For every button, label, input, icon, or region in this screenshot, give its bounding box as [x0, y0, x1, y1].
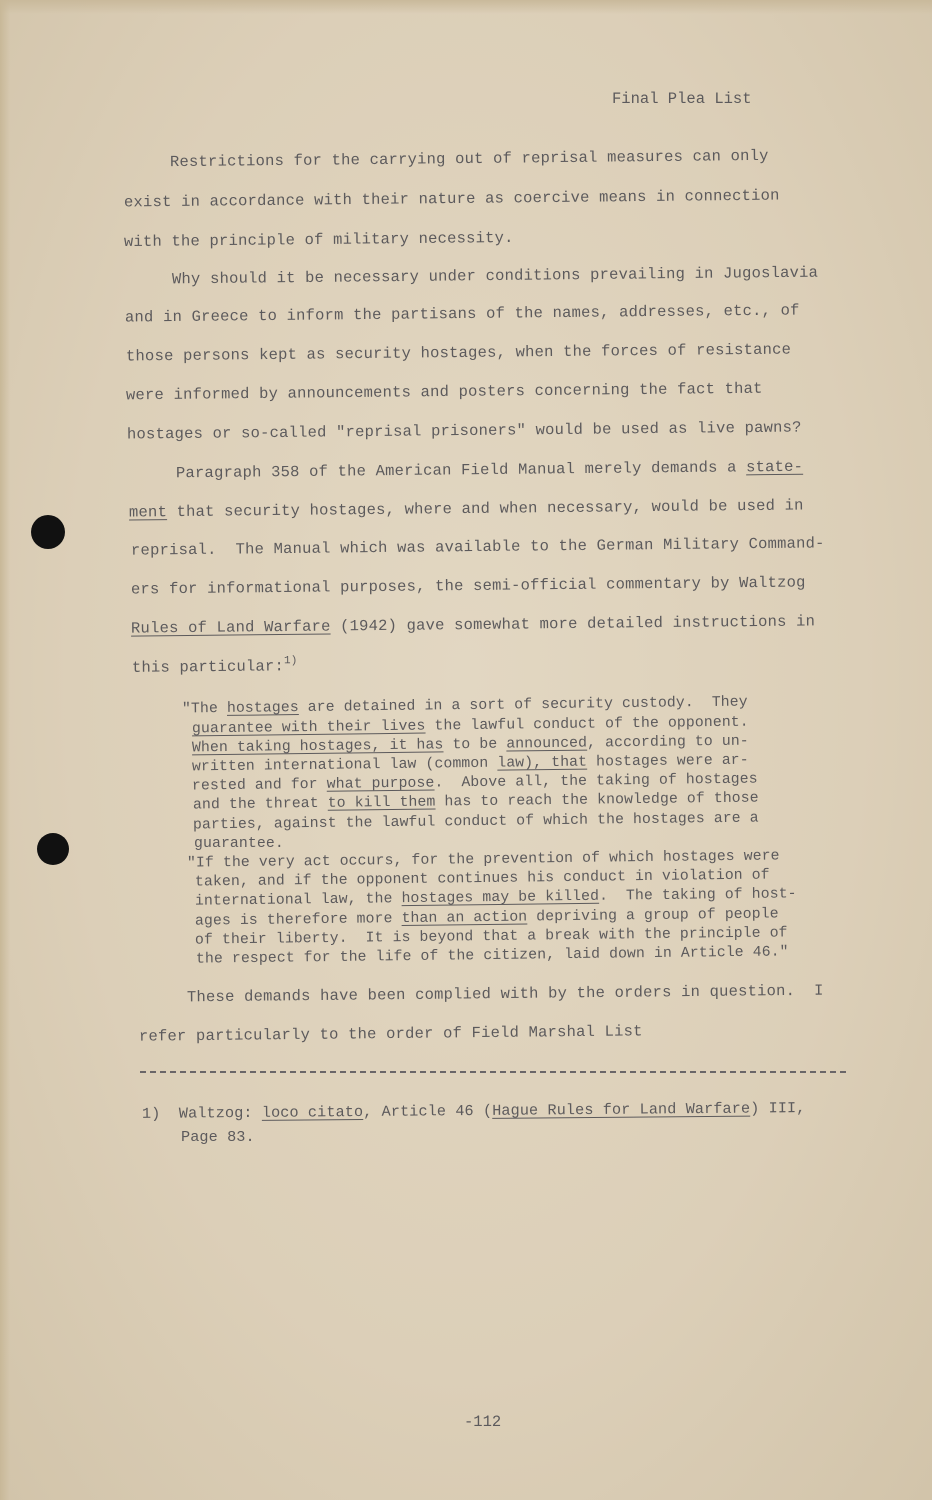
quote-line: guarantee.: [194, 836, 284, 852]
quote-line: [182, 695, 748, 718]
underlined-text: than an action: [401, 909, 528, 928]
text-run: depriving a group of people: [527, 906, 779, 926]
footnote-separator: [140, 1071, 846, 1073]
text-run: ages is therefore more: [194, 911, 402, 930]
underlined-text: hostages may be killed: [401, 888, 600, 908]
text-run: , Article 46 (: [363, 1101, 493, 1121]
underlined-text: loco citato: [261, 1102, 364, 1122]
quote-line: taken, and if the opponent continues his conduct in violation of: [194, 867, 770, 891]
text-run: has to reach the knowledge of those: [435, 790, 759, 811]
book-title: Rules of Land Warfare: [130, 617, 331, 638]
underlined-text: law), that: [497, 754, 588, 772]
body-line: Why should it be necessary under conditions prevailing in Jugoslavia: [171, 263, 819, 289]
quote-line: [193, 791, 759, 814]
underlined-text: guarantee with their lives: [191, 718, 426, 738]
footnote-line: Page 83.: [181, 1128, 255, 1146]
body-line: These demands have been complied with by the orders in question. I: [186, 981, 824, 1007]
text-run: (1942) gave somewhat more detailed instructions in: [330, 612, 816, 636]
text-run: and the threat: [192, 795, 328, 814]
body-line: refer particularly to the order of Field Marshal List: [138, 1022, 643, 1046]
footnote-reference: 1): [283, 655, 298, 668]
quote-line: the respect for the life of the citizen, laid down in Article 46.": [195, 944, 789, 968]
body-line: [176, 458, 803, 483]
underlined-text: announced: [506, 735, 588, 753]
text-run: are detained in a sort of security custody. They: [298, 694, 748, 717]
page-header: Final Plea List: [612, 90, 752, 108]
underlined-text: what purpose: [326, 775, 435, 793]
quote-line: parties, against the lawful conduct of which the hostages are a: [192, 810, 759, 834]
text-run: , according to un-: [587, 733, 749, 752]
body-line: with the principle of military necessity.: [123, 228, 514, 252]
text-run: to be: [443, 736, 507, 754]
punch-hole: [31, 515, 65, 549]
body-line: [131, 612, 815, 637]
quote-line: [195, 886, 797, 909]
text-run: this particular:: [131, 657, 285, 677]
text-run: . Above all, the taking of hostages: [434, 771, 758, 792]
body-line: and in Greece to inform the partisans of the names, addresses, etc., of: [124, 301, 800, 327]
body-line: exist in accordance with their nature as coercive means in connection: [123, 186, 780, 212]
text-run: rested and for: [191, 776, 327, 795]
text-run: international law, the: [194, 891, 402, 910]
underlined-text: hostages: [226, 700, 299, 717]
page-edge-top: [0, 0, 932, 14]
body-line: ers for informational purposes, the semi-official commentary by Waltzog: [130, 573, 806, 599]
text-run: hostages were ar-: [587, 752, 749, 771]
body-line: reprisal. The Manual which was available to the German Military Command-: [130, 534, 825, 560]
punch-hole: [37, 833, 69, 865]
page-number: -112: [464, 1413, 502, 1431]
body-line: Restrictions for the carrying out of reprisal measures can only: [169, 146, 769, 172]
footnote-line: [142, 1099, 806, 1123]
text-run: written international law (common: [191, 755, 498, 776]
text-run: that security hostages, where and when necessary, would be used in: [166, 496, 804, 522]
footnote-number: 1): [141, 1104, 161, 1123]
body-line: hostages or so-called "reprisal prisoners" would be used as live pawns?: [126, 418, 802, 444]
body-line: were informed by announcements and posters concerning the fact that: [125, 379, 763, 405]
body-line: [129, 496, 804, 521]
underlined-text: Hague Rules for Land Warfare: [492, 1099, 751, 1120]
quote-line: of their liberty. It is beyond that a break with the principle of: [194, 925, 788, 949]
underlined-text: ment: [128, 503, 168, 522]
text-run: "The: [181, 700, 228, 718]
text-run: ) III,: [750, 1099, 806, 1118]
text-run: the lawful conduct of the opponent.: [425, 714, 749, 735]
underlined-text: When taking hostages, it has: [191, 737, 444, 757]
page-edge-left: [0, 0, 10, 1500]
body-line: those persons kept as security hostages, when the forces of resistance: [125, 340, 792, 366]
quote-line: "If the very act occurs, for the prevention of which hostages were: [186, 848, 780, 872]
underlined-text: to kill them: [327, 794, 436, 812]
text-run: . The taking of host-: [598, 886, 797, 905]
underlined-text: state-: [745, 457, 804, 477]
body-line: [132, 657, 298, 677]
text-run: Paragraph 358 of the American Field Manual merely demands a: [175, 458, 747, 483]
footnote-author: Waltzog:: [178, 1103, 262, 1123]
